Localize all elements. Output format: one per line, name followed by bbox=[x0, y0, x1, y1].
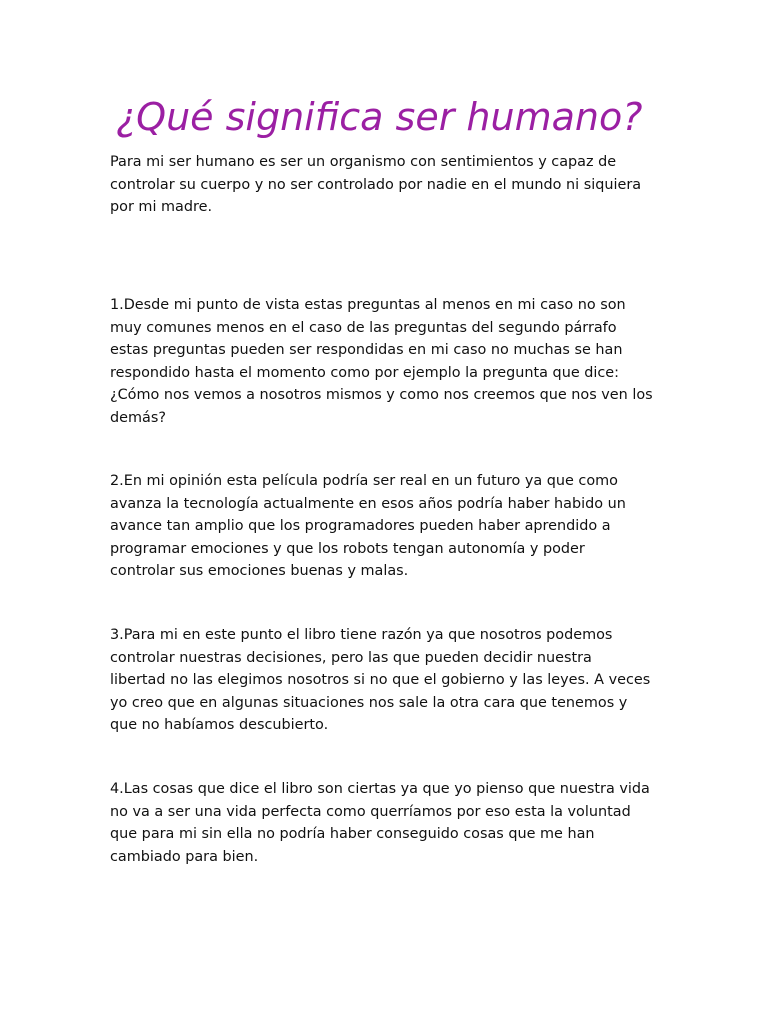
answer-paragraph-2: 2.En mi opinión esta película podría ser real en un futuro ya que como avanza la tecnología actualmente en esos años podría haber habido un avance tan amplio que los programadores pueden haber aprendido a programar emociones y que los robots tengan autonomía y poder controlar sus emociones buenas y malas. bbox=[110, 473, 626, 579]
answer-paragraph-1: 1.Desde mi punto de vista estas preguntas al menos en mi caso no son muy comunes menos en el caso de las preguntas del segundo párrafo estas preguntas pueden ser respondidas en mi caso no muchas se han respondido hasta el momento como por ejemplo la pregunta que dice: ¿Cómo nos vemos a nosotros mismos y como nos creemos que nos ven los demás? bbox=[110, 297, 653, 426]
answer-paragraph-4: 4.Las cosas que dice el libro son ciertas ya que yo pienso que nuestra vida no va a ser una vida perfecta como querríamos por eso esta la voluntad que para mi sin ella no podría haber conseguido cosas que me han cambiado para bien. bbox=[110, 781, 650, 865]
page-title: ¿Qué significa ser humano? bbox=[116, 95, 643, 139]
intro-paragraph: Para mi ser humano es ser un organismo con sentimientos y capaz de controlar su cuerpo y no ser controlado por nadie en el mundo ni siquiera por mi madre. bbox=[110, 154, 642, 215]
answer-paragraph-3: 3.Para mi en este punto el libro tiene razón ya que nosotros podemos controlar nuestras decisiones, pero las que pueden decidir nuestra libertad no las elegimos nosotros si no que el gobierno y las leyes. A veces yo creo que en algunas situaciones nos sale la otra cara que tenemos y que no habíamos descubierto. bbox=[110, 627, 651, 733]
